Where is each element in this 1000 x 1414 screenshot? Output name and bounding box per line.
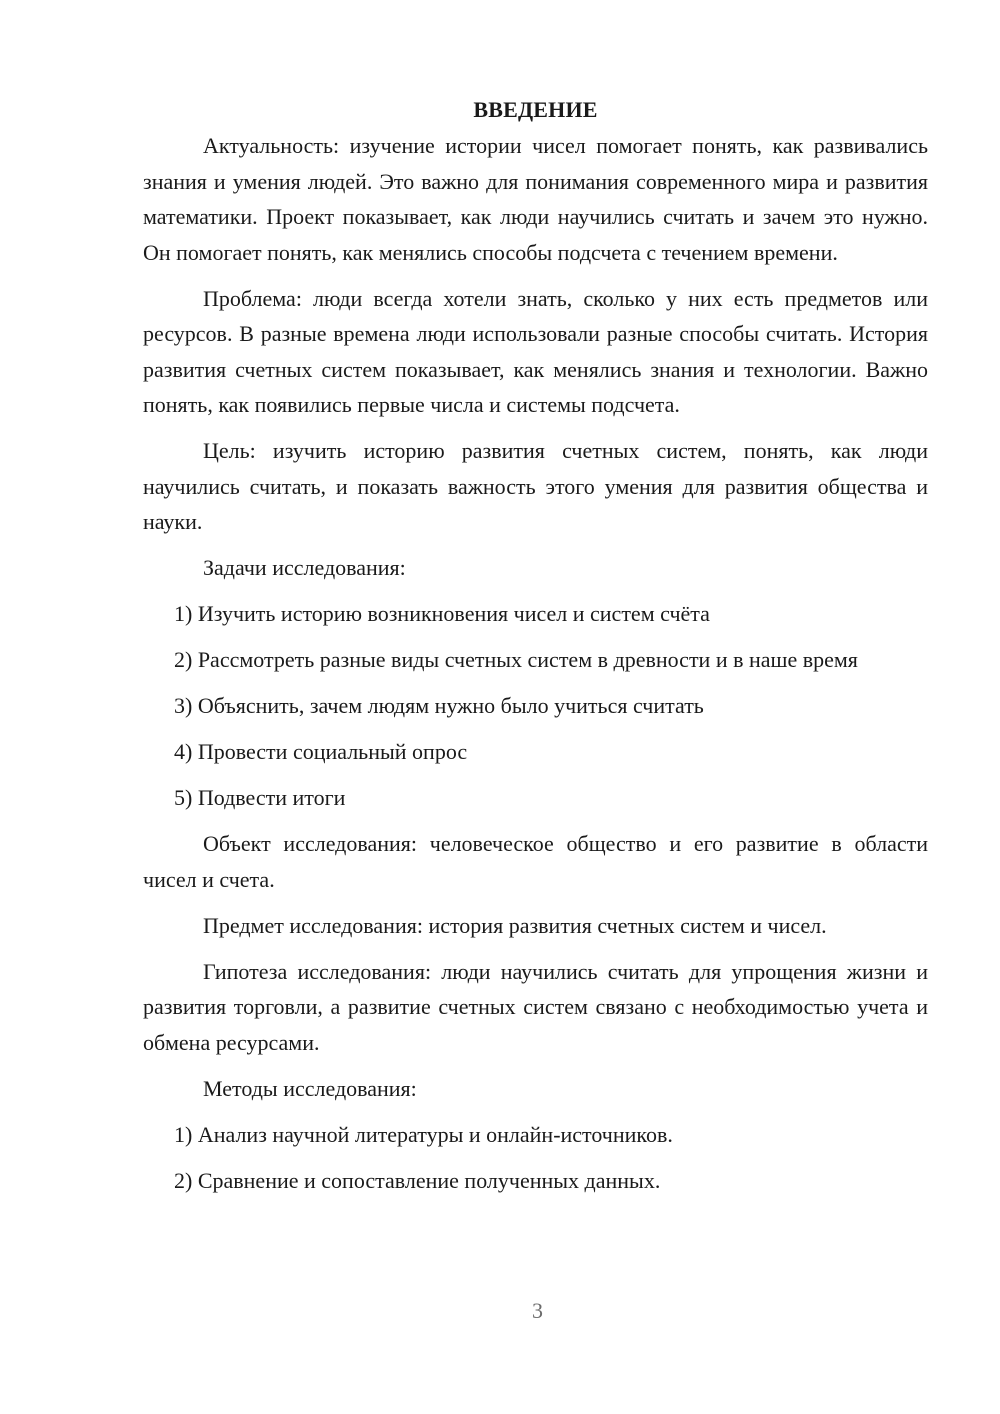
object-paragraph: Объект исследования: человеческое общество и его развитие в области чисел и счета. (143, 831, 928, 892)
task-item: 1) Изучить историю возникновения чисел и систем счёта (174, 601, 710, 626)
goal-paragraph: Цель: изучить историю развития счетных систем, понять, как люди научились считать, и показать важность этого умения для развития общества и науки. (143, 438, 928, 534)
method-item: 1) Анализ научной литературы и онлайн-источников. (174, 1121, 673, 1147)
methods-heading: Методы исследования: (203, 1075, 417, 1101)
relevance-paragraph: Актуальность: изучение истории чисел помогает понять, как развивались знания и умения людей. Это важно для понимания современного мира и развития математики. Проект показывает, как люди научились считать и зачем это нужно. Он помогает понять, как менялись способы подсчета с течением времени. (143, 133, 928, 265)
tasks-heading: Задачи исследования: (203, 555, 406, 580)
task-item: 2) Рассмотреть разные виды счетных систем в древности и в наше время (174, 647, 858, 672)
subject-paragraph: Предмет исследования: история развития счетных систем и чисел. (203, 912, 827, 938)
task-item: 3) Объяснить, зачем людям нужно было учиться считать (174, 693, 704, 718)
task-item: 4) Провести социальный опрос (174, 739, 468, 764)
problem-paragraph: Проблема: люди всегда хотели знать, сколько у них есть предметов или ресурсов. В разные времена люди использовали разные способы считать. История развития счетных систем показывает, как менялись знания и технологии. Важно понять, как появились первые числа и системы подсчета. (143, 285, 928, 417)
hypothesis-paragraph: Гипотеза исследования: люди научились считать для упрощения жизни и развития торговли, а развитие счетных систем связано с необходимостью учета и обмена ресурсами. (143, 958, 928, 1055)
document-page (143, 92, 928, 1198)
task-item: 5) Подвести итоги (174, 785, 346, 810)
page-title: ВВЕДЕНИЕ (473, 97, 598, 122)
page-number: 3 (532, 1298, 543, 1323)
method-item: 2) Сравнение и сопоставление полученных данных. (174, 1167, 661, 1193)
